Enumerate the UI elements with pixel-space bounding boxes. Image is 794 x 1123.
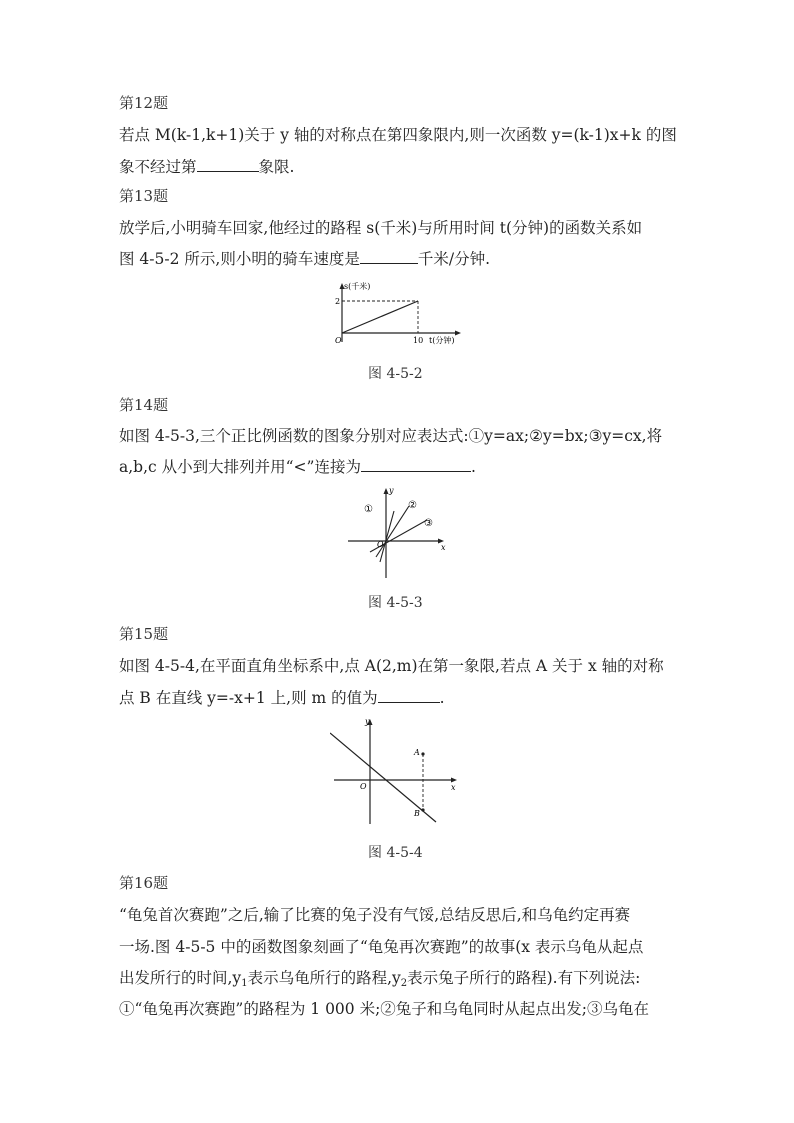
origin-label: O <box>360 782 367 791</box>
q12-text-line2-start: 象不经过第 <box>119 158 197 176</box>
y-axis-label: y <box>389 486 394 495</box>
q14-label: 第14题 <box>119 396 169 414</box>
q14-answer-blank[interactable] <box>361 457 471 472</box>
figure-4-5-2 <box>330 280 470 350</box>
q16-text-line2: 一场.图 4-5-5 中的函数图象刻画了“龟兔再次赛跑”的故事(x 表示乌龟从起点 <box>119 938 644 956</box>
q12-text-line1: 若点 M(k-1,k+1)关于 y 轴的对称点在第四象限内,则一次函数 y=(k-1)x+k 的图 <box>119 126 677 144</box>
q16-text-line1: “龟兔首次赛跑”之后,输了比赛的兔子没有气馁,总结反思后,和乌龟约定再赛 <box>119 906 631 924</box>
q12-answer-blank[interactable] <box>197 157 259 172</box>
q14-text-line2-start: a,b,c 从小到大排列并用“<”连接为 <box>119 458 361 476</box>
point-a <box>421 752 424 755</box>
q13-label: 第13题 <box>119 187 169 205</box>
point-a-label: A <box>414 748 420 757</box>
q14-text-line1: 如图 4-5-3,三个正比例函数的图象分别对应表达式:①y=ax;②y=bx;③y=cx,将 <box>119 427 663 445</box>
y-axis-arrow <box>384 488 389 494</box>
q13-text-line1: 放学后,小明骑车回家,他经过的路程 s(千米)与所用时间 t(分钟)的函数关系如 <box>119 219 643 237</box>
q12-text-line2 <box>119 155 294 177</box>
q15-answer-blank[interactable] <box>378 688 440 703</box>
x-axis-arrow <box>451 778 457 783</box>
q15-label: 第15题 <box>119 625 169 643</box>
q15-text-line1: 如图 4-5-4,在平面直角坐标系中,点 A(2,m)在第一象限,若点 A 关于 x 轴的对称 <box>119 657 664 675</box>
x-axis-label: x <box>441 543 446 552</box>
y-tick-2: 2 <box>335 297 341 306</box>
point-b <box>421 808 424 811</box>
q16-subscript-1: 1 <box>241 978 248 989</box>
q16-label: 第16题 <box>119 874 169 892</box>
q15-text-line2 <box>119 686 445 708</box>
q14-text-line2 <box>119 455 476 477</box>
x-axis-arrow <box>455 331 461 336</box>
line-2 <box>376 506 409 557</box>
figure-4-5-3 <box>344 482 448 584</box>
figure-4-5-2-caption: 图 4-5-2 <box>368 366 423 382</box>
x-tick-10: 10 <box>413 336 424 345</box>
line-3-label: ③ <box>424 518 433 529</box>
q12-text-line2-end: 象限. <box>258 158 295 176</box>
q16-text-line3-part3: 表示兔子所行的路程).有下列说法: <box>407 969 641 987</box>
q12-label: 第12题 <box>119 94 169 112</box>
q14-text-line2-end: . <box>470 458 476 476</box>
graph-segment <box>342 301 418 333</box>
q16-text-line3-part2: 表示乌龟所行的路程,y <box>247 969 401 987</box>
q13-text-line2 <box>119 247 490 269</box>
origin-label: O <box>377 540 384 549</box>
line-2-label: ② <box>408 500 417 511</box>
q16-text-line4: ①“龟兔再次赛跑”的路程为 1 000 米;②兔子和乌龟同时从起点出发;③乌龟在 <box>119 1000 650 1018</box>
y-axis-label: y <box>365 717 370 726</box>
y-axis-label: s(千米) <box>344 282 371 291</box>
q13-text-line2-end: 千米/分钟. <box>417 250 490 268</box>
x-axis-label: x <box>451 783 456 792</box>
point-b-label: B <box>414 809 420 818</box>
line-1 <box>380 511 394 562</box>
q13-answer-blank[interactable] <box>360 249 418 264</box>
figure-4-5-3-caption: 图 4-5-3 <box>368 595 423 611</box>
q16-text-line3-part1: 出发所行的时间,y <box>119 969 242 987</box>
q16-text-line3 <box>119 966 640 989</box>
line-y-neg-x-plus-1 <box>330 733 436 822</box>
origin-label: O <box>335 336 342 345</box>
figure-4-5-4 <box>330 712 464 826</box>
q15-text-line2-end: . <box>439 689 445 707</box>
q16-subscript-2: 2 <box>400 978 408 989</box>
x-axis-label: t(分钟) <box>429 336 455 345</box>
q13-text-line2-start: 图 4-5-2 所示,则小明的骑车速度是 <box>119 250 360 268</box>
figure-4-5-4-caption: 图 4-5-4 <box>368 845 423 861</box>
q15-text-line2-start: 点 B 在直线 y=-x+1 上,则 m 的值为 <box>119 689 378 707</box>
line-1-label: ① <box>364 504 373 515</box>
